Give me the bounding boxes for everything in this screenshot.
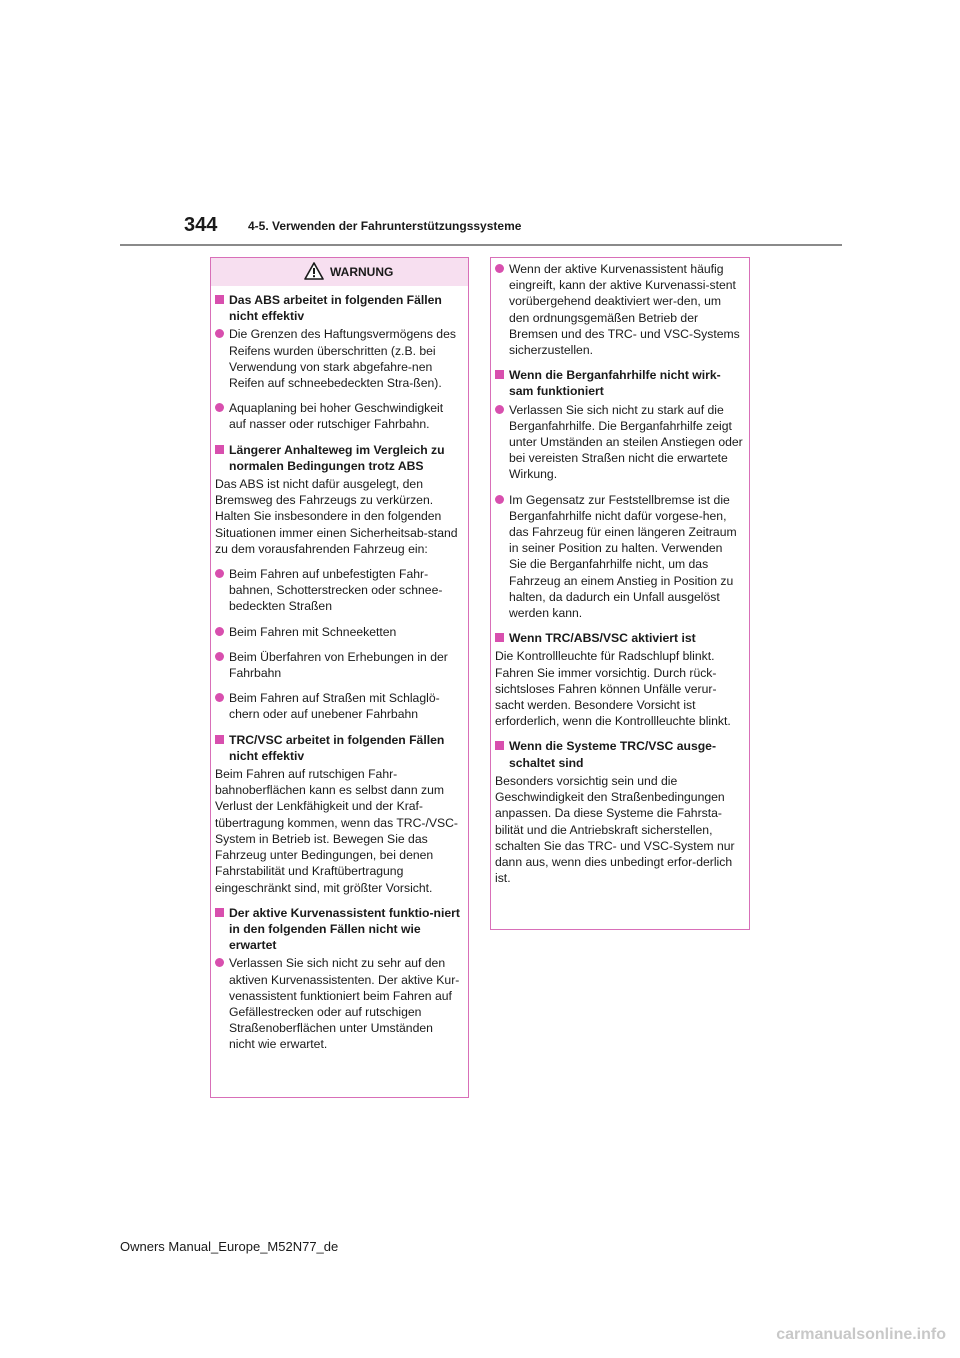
warning-content-left xyxy=(215,292,462,1062)
paragraph: Das ABS ist nicht dafür ausgelegt, den Bremsweg des Fahrzeugs zu verkürzen. Halten Sie insbesondere in den folgenden Situationen immer einen Sicherheitsab-stand zu dem vorausfahrenden Fahrzeug ein: xyxy=(215,477,458,556)
bullet-item: Die Grenzen des Haftungsvermögens des Reifens wurden überschritten (z.B. bei Verwendung von stark abgefahre-nen Reifen auf schneebedeckten Stra-ßen). xyxy=(215,326,462,391)
paragraph: Besonders vorsichtig sein und die Geschwindigkeit den Straßenbedingungen anpassen. Da diese Systeme die Fahrsta-bilität und die Antriebskraft sicherstellen, schalten Sie das TRC- und VSC-System nur dann aus, wenn dies unbedingt erfor-derlich ist. xyxy=(495,773,735,886)
paragraph: Die Kontrollleuchte für Radschlupf blinkt. Fahren Sie immer vorsichtig. Durch rück-sichtsloses Fahren können Unfälle verur-sacht werden. Besondere Vorsicht ist erforderlich, wenn die Kontrollleuchte blinkt. xyxy=(495,649,731,729)
warning-title: WARNUNG xyxy=(330,265,394,279)
bullet-item: Beim Überfahren von Erhebungen in der Fahrbahn xyxy=(215,649,462,681)
section-heading: Wenn die Systeme TRC/VSC ausge-schaltet sind xyxy=(495,738,743,770)
bullet-item: Verlassen Sie sich nicht zu stark auf die Berganfahrhilfe. Die Berganfahrhilfe zeigt unter Umständen an steilen Anstiegen oder bei vereisten Straßen nicht die erwartete Wirkung. xyxy=(495,402,743,483)
bullet-item: Verlassen Sie sich nicht zu sehr auf den aktiven Kurvenassistenten. Der aktive Kur-venassistent funktioniert beim Fahren auf Gefällestrecken oder auf rutschigen Straßenoberflächen unter Umständen nicht wie erwartet. xyxy=(215,955,462,1052)
section-heading: TRC/VSC arbeitet in folgenden Fällen nicht effektiv xyxy=(215,732,462,764)
warning-box-right xyxy=(490,257,750,930)
section-heading: Längerer Anhalteweg im Vergleich zu normalen Bedingungen trotz ABS xyxy=(215,442,462,474)
bullet-item: Beim Fahren auf unbefestigten Fahr-bahnen, Schotterstrecken oder schnee-bedeckten Straßen xyxy=(215,566,462,615)
bullet-item: Im Gegensatz zur Feststellbremse ist die Berganfahrhilfe nicht dafür vorgese-hen, das Fahrzeug für einen längeren Zeitraum in seiner Position zu halten. Verwenden Sie die Berganfahrhilfe nicht, um das Fahrzeug an einem Anstieg in Position zu halten, da dadurch ein Unfall ausgelöst werden kann. xyxy=(495,492,743,622)
section-heading: Wenn TRC/ABS/VSC aktiviert ist xyxy=(495,630,743,646)
bullet-item: Beim Fahren auf Straßen mit Schlaglö-chern oder auf unebener Fahrbahn xyxy=(215,690,462,722)
paragraph: Beim Fahren auf rutschigen Fahr-bahnoberflächen kann es selbst dann zum Verlust der Lenkfähigkeit und der Kraf-tübertragung kommen, wenn das TRC-/VSC-System in Betrieb ist. Bewegen Sie das Fahrzeug unter Bedingungen, bei denen Fahrstabilität und Kraftübertragung eingeschränkt sind, mit größter Vorsicht. xyxy=(215,767,458,895)
section-heading: Der aktive Kurvenassistent funktio-niert in den folgenden Fällen nicht wie erwartet xyxy=(215,905,462,954)
warning-box-left xyxy=(210,257,469,1098)
bullet-item: Aquaplaning bei hoher Geschwindigkeit auf nasser oder rutschiger Fahrbahn. xyxy=(215,400,462,432)
warning-triangle-icon xyxy=(304,262,324,280)
page-number: 344 xyxy=(184,214,218,236)
header-divider xyxy=(120,244,842,246)
bullet-item: Wenn der aktive Kurvenassistent häufig eingreift, kann der aktive Kurvenassi-stent vorübergehend deaktiviert wer-den, um den ordnungsgemäßen Betrieb der Bremsen und des TRC- und VSC-Systems sicherzustellen. xyxy=(495,261,743,358)
section-heading: Das ABS arbeitet in folgenden Fällen nicht effektiv xyxy=(215,292,462,324)
warning-title-bar xyxy=(211,258,468,286)
footer-manual-id: Owners Manual_Europe_M52N77_de xyxy=(120,1239,339,1254)
watermark: carmanualsonline.info xyxy=(776,1326,946,1343)
warning-content-right xyxy=(495,261,743,895)
bullet-item: Beim Fahren mit Schneeketten xyxy=(215,624,462,640)
chapter-title: 4-5. Verwenden der Fahrunterstützungssysteme xyxy=(248,219,522,233)
section-heading: Wenn die Berganfahrhilfe nicht wirk-sam funktioniert xyxy=(495,367,743,399)
